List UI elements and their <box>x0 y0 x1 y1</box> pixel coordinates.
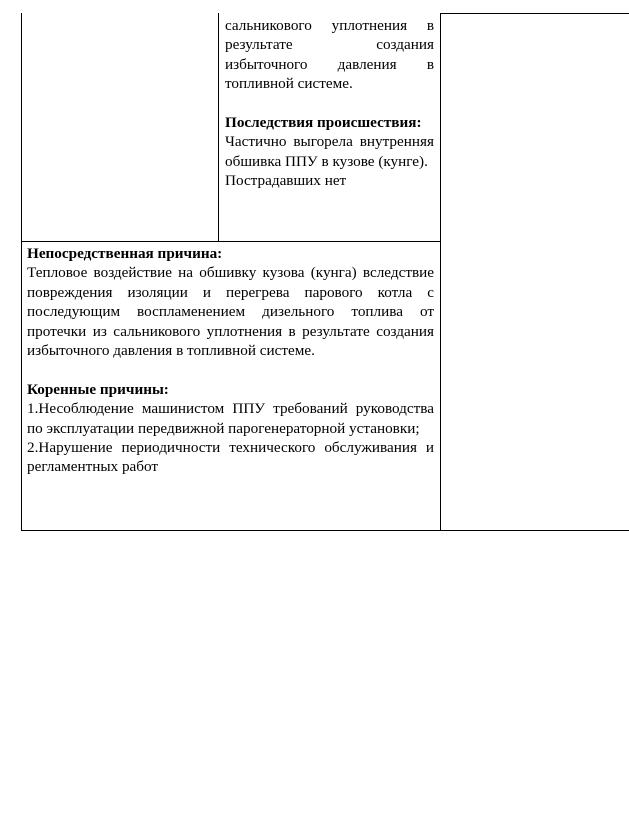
spacer <box>225 94 434 113</box>
consequences-text: Частично выгорела внутренняя обшивка ППУ в кузове (кунге). <box>225 133 434 170</box>
table-top-right-border <box>440 13 629 14</box>
direct-cause-heading: Непосредственная причина: <box>27 245 223 262</box>
direct-cause-text: Тепловое воздействие на обшивку кузова (кунга) вследствие повреждения изоляции и перегрева парового котла с последующим воспламенением дизельного топлива от протечки из сальникового уплотнения в результате создания избыточного давления в топливной системе. <box>27 264 434 360</box>
continuation-text: сальникового уплотнения в результате создания избыточного давления в топливной системе. <box>225 17 434 93</box>
table-left-border <box>21 13 22 531</box>
consequences-heading: Последствия происшествия: <box>225 114 422 132</box>
table-bottom-border <box>21 530 629 531</box>
root-causes-heading: Коренные причины: <box>27 380 169 398</box>
consequences-cell <box>225 16 434 191</box>
casualties-text: Пострадавших нет <box>225 172 347 190</box>
root-cause-1: 1.Несоблюдение машинистом ППУ требований руководства по эксплуатации передвижной парогенераторной установки; <box>27 400 434 437</box>
root-cause-2: 2.Нарушение периодичности технического обслуживания и регламентных работ <box>27 439 434 476</box>
causes-cell <box>27 244 434 477</box>
row-divider <box>21 241 441 242</box>
spacer <box>27 360 434 379</box>
inner-column-divider <box>218 13 219 242</box>
middle-column-divider <box>440 13 441 531</box>
